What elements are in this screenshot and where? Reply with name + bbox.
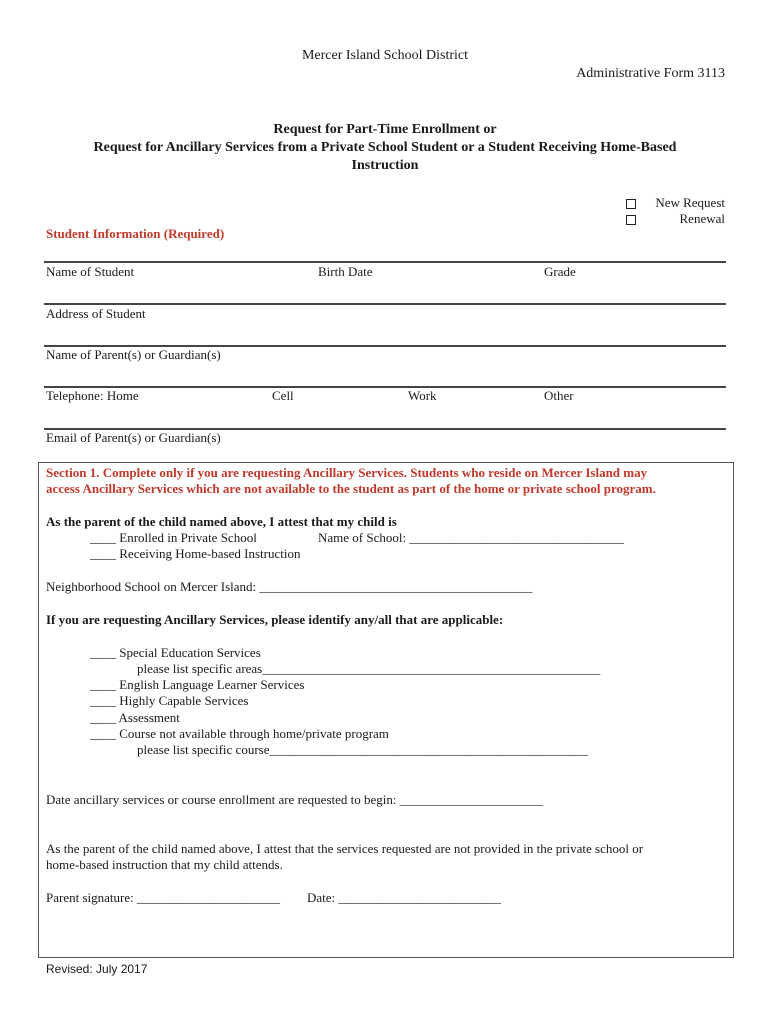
district-name: Mercer Island School District <box>301 48 468 63</box>
name-of-school-field[interactable]: Name of School: _________________________________ <box>318 530 624 545</box>
attest-heading: As the parent of the child named above, I attest that my child is <box>46 514 397 529</box>
form-number: Administrative Form 3113 <box>576 66 725 81</box>
student-info-heading: Student Information (Required) <box>46 226 225 241</box>
new-request-checkbox[interactable] <box>626 195 636 211</box>
highly-capable-option[interactable]: ____ Highly Capable Services <box>90 693 249 708</box>
parent-signature-field[interactable]: Parent signature: ______________________ <box>46 890 280 905</box>
divider <box>44 261 726 263</box>
special-ed-option[interactable]: ____ Special Education Services <box>90 645 261 660</box>
title-line-2: Request for Ancillary Services from a Private School Student or a Student Receiving Home-Based <box>93 140 677 155</box>
address-label: Address of Student <box>46 306 146 321</box>
name-of-student-label: Name of Student <box>46 264 135 279</box>
neighborhood-school-field[interactable]: Neighborhood School on Mercer Island: __________________________________________ <box>46 579 533 594</box>
new-request-label: New Request <box>655 195 725 210</box>
renewal-label: Renewal <box>679 211 725 226</box>
section1-heading-line-1: Section 1. Complete only if you are requesting Ancillary Services. Students who reside on Mercer Island may <box>46 465 648 480</box>
services-heading: If you are requesting Ancillary Services, please identify any/all that are applicable: <box>46 612 504 627</box>
telephone-home-label: Telephone: Home <box>46 388 139 403</box>
ell-option[interactable]: ____ English Language Learner Services <box>90 677 305 692</box>
enrolled-private-option[interactable]: ____ Enrolled in Private School <box>90 530 257 545</box>
work-label: Work <box>408 388 437 403</box>
checkbox-icon <box>626 199 636 209</box>
special-ed-areas-field[interactable]: please list specific areas____________________________________________________ <box>137 661 601 676</box>
revised-date: Revised: July 2017 <box>46 962 148 976</box>
attest-line-2: home-based instruction that my child attends. <box>46 857 283 872</box>
grade-label: Grade <box>544 264 576 279</box>
title-line-1: Request for Part-Time Enrollment or <box>273 122 497 137</box>
date-begin-field[interactable]: Date ancillary services or course enrollment are requested to begin: ______________________ <box>46 792 543 807</box>
course-list-field[interactable]: please list specific course_________________________________________________ <box>137 742 588 757</box>
checkbox-icon <box>626 215 636 225</box>
other-label: Other <box>544 388 574 403</box>
assessment-option[interactable]: ____ Assessment <box>90 710 180 725</box>
renewal-checkbox[interactable] <box>626 211 636 227</box>
cell-label: Cell <box>272 388 294 403</box>
birth-date-label: Birth Date <box>318 264 373 279</box>
signature-date-field[interactable]: Date: _________________________ <box>307 890 501 905</box>
home-based-option[interactable]: ____ Receiving Home-based Instruction <box>90 546 301 561</box>
title-line-3: Instruction <box>351 158 419 173</box>
parent-name-label: Name of Parent(s) or Guardian(s) <box>46 347 221 362</box>
divider <box>44 386 726 388</box>
section1-heading-line-2: access Ancillary Services which are not available to the student as part of the home or private school program. <box>46 481 656 496</box>
divider <box>44 303 726 305</box>
course-not-available-option[interactable]: ____ Course not available through home/private program <box>90 726 389 741</box>
attest-line-1: As the parent of the child named above, I attest that the services requested are not provided in the private school or <box>46 841 644 856</box>
email-label: Email of Parent(s) or Guardian(s) <box>46 430 221 445</box>
